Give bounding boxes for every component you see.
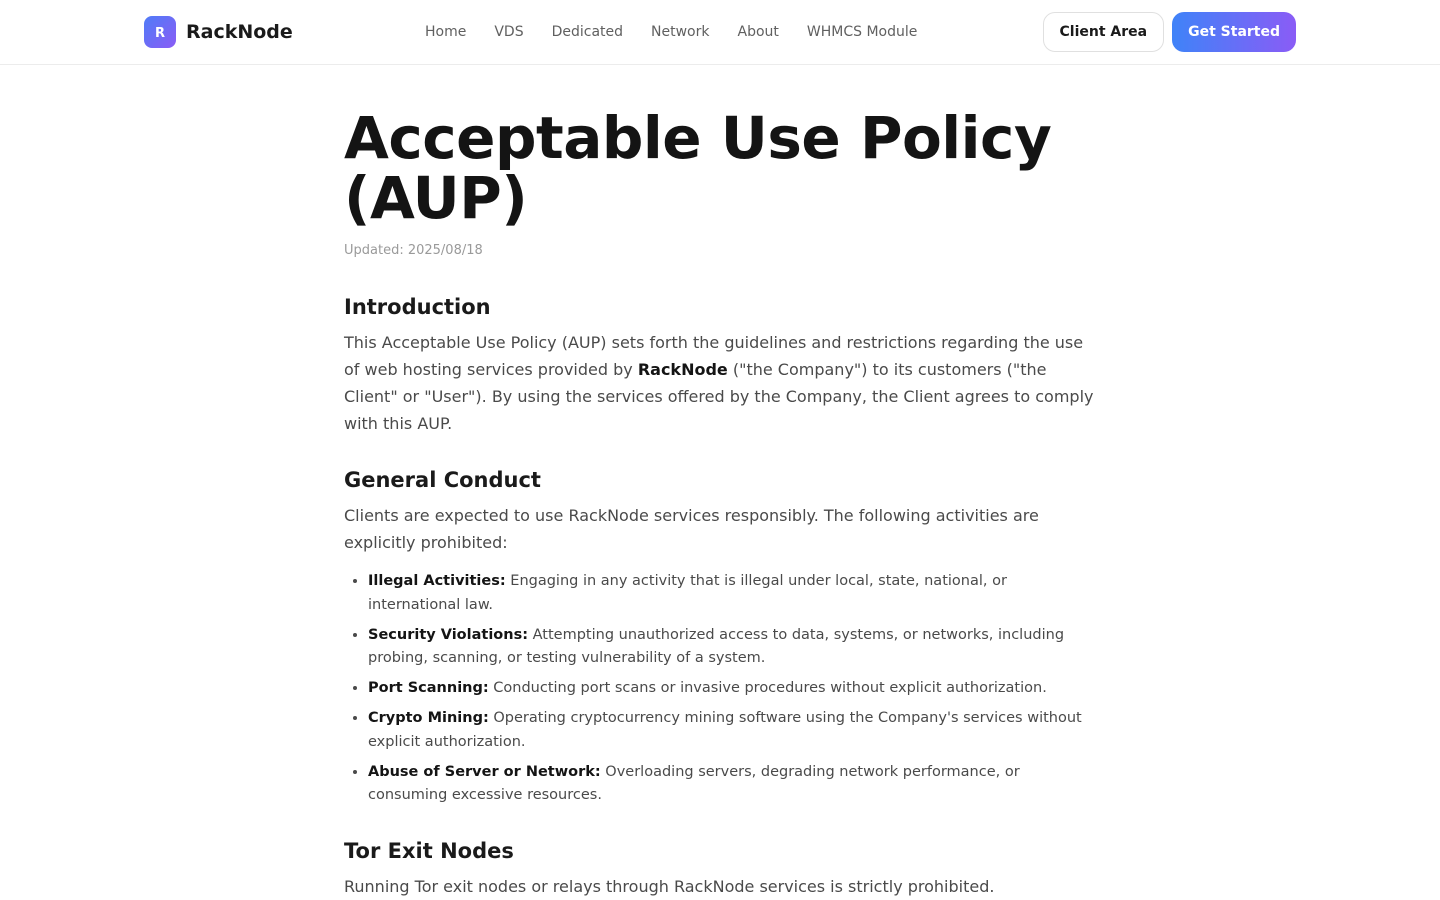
- prohibited-activities-list: [344, 570, 1096, 808]
- general-conduct-section: [344, 466, 1096, 808]
- main-nav: [425, 22, 917, 42]
- rule-term: Abuse of Server or Network:: [368, 763, 601, 780]
- introduction-section: [344, 293, 1096, 437]
- get-started-button[interactable]: Get Started: [1172, 12, 1296, 52]
- list-item: [368, 761, 1096, 808]
- nav-link-about[interactable]: About: [737, 24, 779, 40]
- introduction-text-start: This Acceptable Use Policy (AUP) sets forth the guidelines and restrictions regarding the use of web hosting services provided by: [344, 333, 1084, 379]
- rule-description: Operating cryptocurrency mining software using the Company's services without explicit authorization.: [368, 710, 1082, 750]
- rule-term: Crypto Mining:: [368, 710, 489, 726]
- rule-term: Security Violations:: [368, 626, 529, 643]
- brand-name: RackNode: [186, 21, 293, 43]
- tor-exit-nodes-section: [344, 837, 1096, 900]
- nav-link-dedicated[interactable]: Dedicated: [551, 24, 624, 40]
- rule-term: Illegal Activities:: [368, 573, 506, 589]
- brand-home-link[interactable]: [144, 16, 293, 48]
- nav-link-network[interactable]: Network: [651, 24, 710, 40]
- rule-term: Port Scanning:: [368, 680, 489, 696]
- updated-date: Updated: 2025/08/18: [344, 243, 483, 258]
- rule-description: Attempting unauthorized access to data, systems, or networks, including probing, scanning, or testing vulnerability of a system.: [368, 626, 1065, 666]
- tor-exit-nodes-heading: Tor Exit Nodes: [344, 838, 514, 863]
- general-conduct-paragraph: Clients are expected to use RackNode services responsibly. The following activities are explicitly prohibited:: [344, 506, 1039, 552]
- introduction-heading: Introduction: [344, 295, 491, 319]
- page-title: Acceptable Use Policy (AUP): [344, 104, 1052, 232]
- rule-description: Engaging in any activity that is illegal under local, state, national, or international law.: [368, 573, 1007, 613]
- client-area-button[interactable]: Client Area: [1043, 12, 1165, 52]
- nav-link-home[interactable]: Home: [425, 24, 467, 40]
- nav-link-vds[interactable]: VDS: [494, 24, 524, 40]
- introduction-paragraph: [344, 329, 1096, 437]
- company-name: RackNode: [637, 360, 728, 379]
- list-item: [368, 570, 1096, 617]
- list-item: [368, 677, 1096, 701]
- introduction-text-end: ("the Company") to its customers ("the Client" or "User"). By using the services offered by the Company, the Client agrees to comply with this AUP.: [344, 360, 1094, 433]
- list-item: [368, 707, 1096, 754]
- site-header: [0, 0, 1440, 65]
- list-item: [368, 624, 1096, 671]
- general-conduct-heading: General Conduct: [344, 468, 541, 492]
- tor-exit-nodes-paragraph: Running Tor exit nodes or relays through RackNode services is strictly prohibited.: [344, 876, 995, 896]
- racknode-logo-icon: R: [144, 16, 176, 48]
- rule-description: Conducting port scans or invasive procedures without explicit authorization.: [488, 680, 1047, 696]
- rule-description: Overloading servers, degrading network performance, or consuming excessive resources.: [368, 763, 1020, 803]
- nav-link-whmcs-module[interactable]: WHMCS Module: [806, 24, 918, 40]
- policy-content: [344, 104, 1096, 900]
- header-actions: [1043, 12, 1296, 52]
